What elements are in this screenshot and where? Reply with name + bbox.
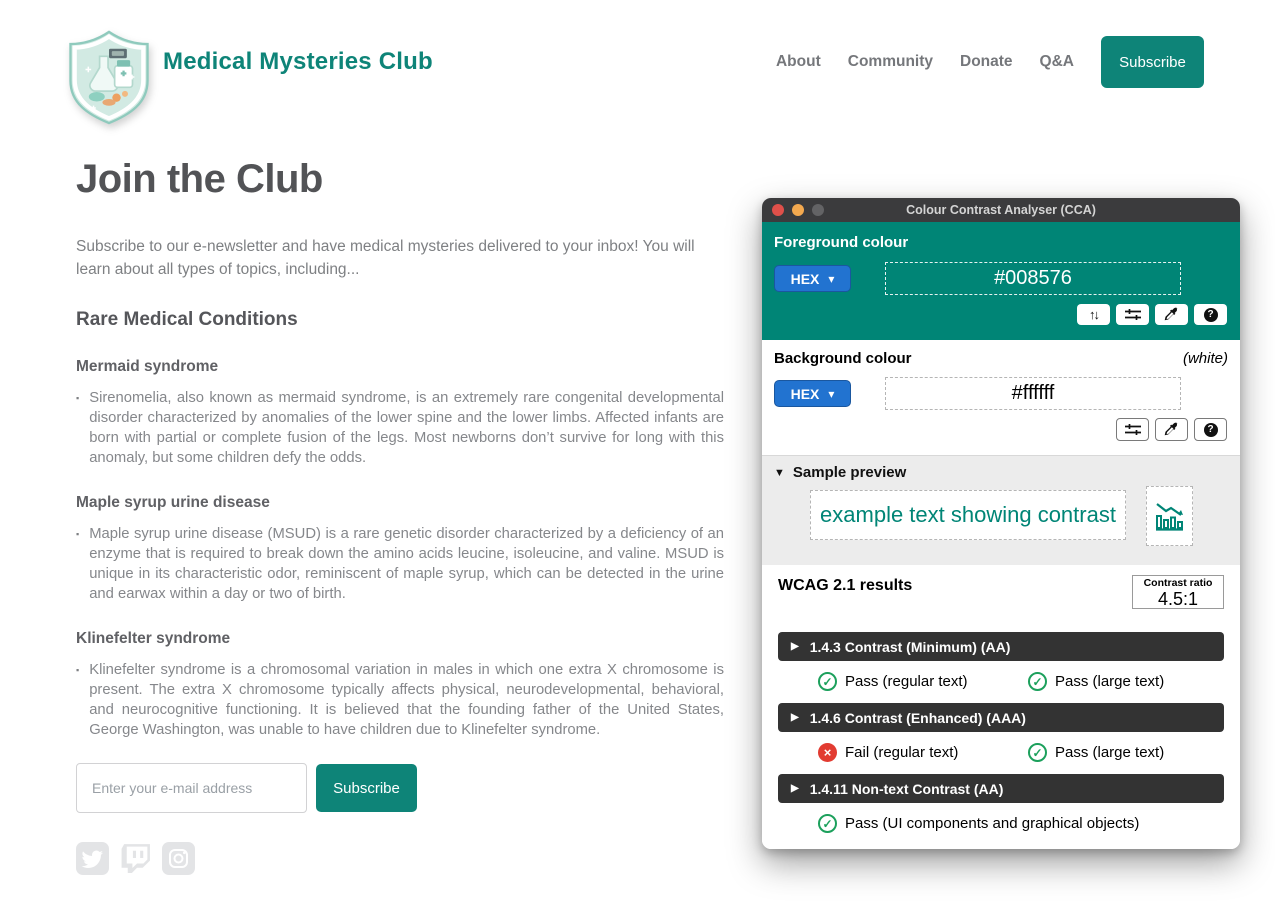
format-label: HEX [790, 270, 820, 287]
condition-text-msud: Maple syrup urine disease (MSUD) is a rare genetic disorder characterized by a deficiency of an enzyme that is required to break down the amino acids leucine, isoleucine, and valine. MSUD is unique in its characteristic odor, reminiscent of maple syrup, which can be detected in the urine and earwax within a day or two of birth. [89, 526, 724, 602]
criterion-name: 1.4.3 Contrast (Minimum) (AA) [809, 638, 1011, 655]
nav-item-donate[interactable]: Donate [960, 53, 1013, 70]
background-format-select[interactable] [774, 380, 851, 407]
list-item [76, 660, 724, 740]
contrast-ratio-label: Contrast ratio [1143, 577, 1213, 589]
foreground-eyedropper-button[interactable] [1155, 304, 1188, 325]
result-label: Pass (regular text) [845, 673, 968, 690]
main-content [76, 155, 724, 875]
background-colour-section [762, 340, 1240, 455]
chevron-down-icon: ▾ [828, 271, 835, 286]
result-ui-components [818, 814, 1139, 833]
cca-titlebar[interactable] [762, 198, 1240, 222]
criterion-143-results [778, 672, 1224, 691]
section-title: Rare Medical Conditions [76, 309, 298, 330]
declining-chart-icon [1154, 501, 1185, 532]
result-large-text [1028, 743, 1164, 762]
cca-window [762, 198, 1240, 849]
sliders-icon [1125, 423, 1141, 436]
bullet-icon: ▪ [76, 665, 80, 675]
result-label: Pass (large text) [1055, 673, 1165, 690]
email-input[interactable] [76, 763, 307, 813]
background-help-button[interactable] [1194, 418, 1227, 441]
condition-title-mermaid: Mermaid syndrome [76, 358, 219, 375]
foreground-adjust-button[interactable] [1116, 304, 1149, 325]
foreground-hex-input[interactable] [885, 262, 1181, 295]
condition-text-mermaid: Sirenomelia, also known as mermaid syndrome, is an extremely rare congenital developmental disorder characterized by anomalies of the lower spine and the lower limbs. Affected infants are born with partial or complete fusion of the legs. Most newborns don’t survive for long with this anomaly, but some children defy the odds. [89, 390, 724, 466]
eyedropper-icon [1164, 307, 1179, 322]
fail-icon: × [818, 743, 837, 762]
triangle-right-icon: ▶ [791, 712, 799, 723]
twitter-icon[interactable] [76, 842, 109, 875]
zoom-button[interactable] [812, 204, 824, 216]
site-logo-link[interactable] [62, 28, 156, 126]
swap-colours-button[interactable] [1077, 304, 1110, 325]
background-label: Background colour [774, 350, 912, 367]
bullet-icon: ▪ [76, 393, 80, 403]
top-nav [776, 36, 1204, 88]
list-item [76, 388, 724, 468]
pass-icon: ✓ [818, 672, 837, 691]
header-subscribe-button[interactable]: Subscribe [1101, 36, 1204, 88]
foreground-label: Foreground colour [774, 234, 909, 251]
nav-item-community[interactable]: Community [847, 53, 933, 70]
foreground-format-select[interactable] [774, 265, 851, 292]
shield-logo-icon [62, 28, 156, 126]
criterion-name: 1.4.6 Contrast (Enhanced) (AAA) [809, 709, 1026, 726]
result-large-text [1028, 672, 1164, 691]
pass-icon: ✓ [1028, 672, 1047, 691]
results-title: WCAG 2.1 results [778, 577, 913, 594]
social-links [76, 842, 724, 875]
window-title: Colour Contrast Analyser (CCA) [906, 203, 1096, 217]
triangle-right-icon: ▶ [791, 783, 799, 794]
site-header [0, 0, 1275, 120]
foreground-colour-section [762, 222, 1240, 340]
criterion-143-toggle[interactable] [778, 632, 1224, 661]
criterion-1411-results [778, 814, 1224, 833]
contrast-ratio-value: 4.5:1 [1157, 589, 1199, 609]
twitch-icon[interactable] [119, 842, 152, 875]
chevron-down-icon: ▾ [828, 386, 835, 401]
format-label: HEX [790, 385, 820, 402]
sliders-icon [1125, 308, 1141, 321]
condition-text-klinefelter: Klinefelter syndrome is a chromosomal variation in males in which one extra X chromosome is present. The extra X chromosome typically affects physical, neurodevelopmental, behavioral, and neurocognitive functioning. It is believed that the founding father of the United States, George Washington, was unable to have children due to Klinefelter syndrome. [89, 662, 724, 738]
background-eyedropper-button[interactable] [1155, 418, 1188, 441]
background-colour-name: (white) [1182, 350, 1228, 367]
criterion-146-results [778, 743, 1224, 762]
subscribe-form [76, 763, 724, 813]
result-regular-text [818, 743, 1028, 762]
swap-icon: ↑↓ [1089, 307, 1098, 322]
wcag-results-section [762, 565, 1240, 849]
result-label: Pass (large text) [1055, 744, 1165, 761]
list-item [76, 524, 724, 604]
background-hex-input[interactable] [885, 377, 1181, 410]
triangle-right-icon: ▶ [791, 641, 799, 652]
page-title: Join the Club [76, 157, 323, 201]
result-label: Fail (regular text) [845, 744, 959, 761]
sample-preview-label: Sample preview [792, 464, 907, 481]
pass-icon: ✓ [1028, 743, 1047, 762]
brand-title: Medical Mysteries Club [163, 48, 433, 75]
window-controls [772, 204, 824, 216]
sample-preview-toggle[interactable] [774, 464, 1228, 481]
help-icon: ? [1204, 308, 1218, 322]
sample-text-preview: example text showing contrast [810, 490, 1126, 540]
sample-preview-section [762, 455, 1240, 565]
minimize-button[interactable] [792, 204, 804, 216]
nav-item-qa[interactable]: Q&A [1039, 53, 1074, 70]
sample-graphic-preview [1146, 486, 1193, 546]
criterion-name: 1.4.11 Non-text Contrast (AA) [809, 780, 1004, 797]
form-subscribe-button[interactable]: Subscribe [316, 764, 417, 812]
result-label: Pass (UI components and graphical objects) [845, 815, 1140, 832]
condition-title-msud: Maple syrup urine disease [76, 494, 270, 511]
close-button[interactable] [772, 204, 784, 216]
triangle-down-icon: ▼ [774, 466, 785, 479]
help-icon: ? [1204, 423, 1218, 437]
nav-item-about[interactable]: About [775, 53, 821, 70]
condition-title-klinefelter: Klinefelter syndrome [76, 630, 231, 647]
intro-text: Subscribe to our e-newsletter and have medical mysteries delivered to your inbox! You will learn about all types of topics, including... [76, 238, 695, 278]
contrast-ratio-box [1132, 575, 1224, 609]
bullet-icon: ▪ [76, 529, 80, 539]
pass-icon: ✓ [818, 814, 837, 833]
criterion-146-toggle[interactable] [778, 703, 1224, 732]
criterion-1411-toggle[interactable] [778, 774, 1224, 803]
eyedropper-icon [1164, 422, 1179, 437]
foreground-help-button[interactable] [1194, 304, 1227, 325]
instagram-icon[interactable] [162, 842, 195, 875]
result-regular-text [818, 672, 1028, 691]
background-adjust-button[interactable] [1116, 418, 1149, 441]
